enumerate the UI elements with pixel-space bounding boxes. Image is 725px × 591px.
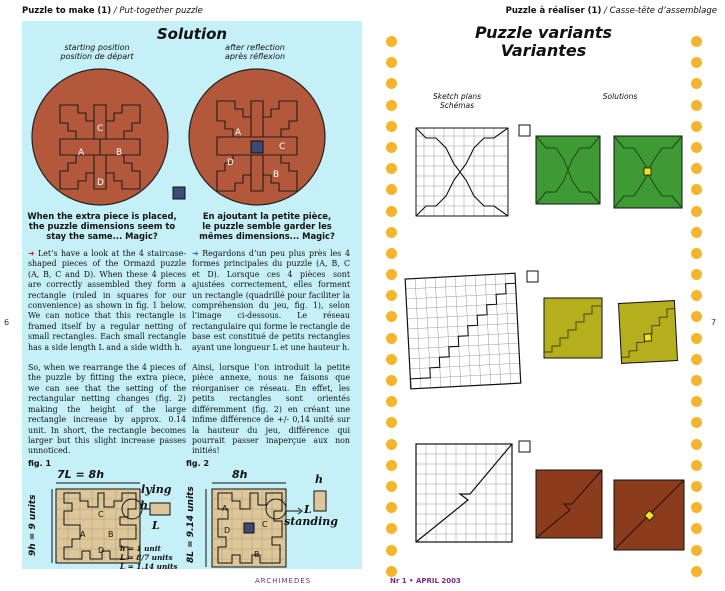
- svg-text:A: A: [80, 530, 86, 539]
- solution-green-2: [612, 134, 686, 212]
- sketch-square-1: [518, 124, 532, 138]
- orange-dot: [691, 142, 702, 153]
- fig2-standing: standing: [284, 515, 338, 528]
- orange-dot: [691, 439, 702, 450]
- orange-dot: [386, 248, 397, 259]
- extra-piece: [172, 186, 186, 200]
- orange-dot: [386, 333, 397, 344]
- variants-title-line1: Puzzle variants: [474, 23, 613, 42]
- letter-b-1: B: [116, 148, 123, 158]
- orange-dot: [691, 523, 702, 534]
- fig2-h: h: [315, 473, 323, 486]
- orange-dot: [691, 545, 702, 556]
- orange-dot: [691, 57, 702, 68]
- caption-start-fr: position de départ: [60, 52, 134, 61]
- svg-text:A: A: [222, 504, 228, 513]
- orange-dot: [386, 396, 397, 407]
- solution-olive-1: [542, 296, 606, 362]
- letter-c-2: C: [279, 142, 286, 152]
- orange-dot: [691, 36, 702, 47]
- caption-after-fr: après réflexion: [224, 52, 286, 61]
- fig2-L: L: [304, 503, 312, 516]
- orange-dot: [691, 502, 702, 513]
- sketch-header-en: Sketch plans: [432, 92, 482, 101]
- letter-d-2: D: [227, 158, 234, 168]
- orange-dot: [691, 566, 702, 577]
- orange-dot: [386, 545, 397, 556]
- sketch-header: [422, 92, 492, 110]
- svg-text:C: C: [98, 510, 104, 519]
- orange-dot: [691, 227, 702, 238]
- header-title-right: Puzzle à réaliser (1): [505, 6, 602, 16]
- orange-dot: [386, 206, 397, 217]
- orange-dot: [691, 290, 702, 301]
- left-dot-column: [386, 36, 400, 587]
- orange-dot: [386, 439, 397, 450]
- orange-dot: [386, 375, 397, 386]
- footer-right: Nr 1 • APRIL 2003: [390, 577, 461, 585]
- fig1-L: L: [152, 519, 160, 532]
- orange-dot: [386, 163, 397, 174]
- question-en: [22, 211, 182, 241]
- orange-dot: [386, 184, 397, 195]
- question-fr-line2: le puzzle semble garder les: [202, 221, 332, 231]
- solution-brown-2: [612, 478, 688, 554]
- left-page-header: [22, 6, 203, 16]
- sketch-header-fr: Schémas: [439, 101, 475, 110]
- caption-start: [32, 43, 162, 61]
- question-fr-line1: En ajoutant la petite pièce,: [202, 211, 332, 221]
- header-subtitle-right: / Casse-tête d’assemblage: [601, 6, 717, 16]
- letter-b-2: B: [273, 170, 280, 180]
- orange-dot: [691, 184, 702, 195]
- orange-dot: [386, 417, 397, 428]
- sketch-square-2: [526, 270, 540, 284]
- red-arrow-icon: ➜: [28, 249, 35, 258]
- page-number-left: 6: [4, 318, 10, 327]
- legend-line2: L = 8/7 units: [120, 553, 173, 562]
- orange-dot: [386, 78, 397, 89]
- solution-title: Solution: [156, 25, 228, 43]
- page-number-right: 7: [711, 318, 717, 327]
- orange-dot: [691, 417, 702, 428]
- fig1-legend: [120, 544, 178, 571]
- orange-dot: [386, 290, 397, 301]
- letter-a-1: A: [78, 148, 85, 158]
- orange-dot: [386, 311, 397, 322]
- question-en-line2: the puzzle dimensions seem to: [28, 221, 176, 231]
- orange-dot: [386, 460, 397, 471]
- orange-dot: [691, 78, 702, 89]
- solution-brown-1: [534, 468, 606, 542]
- solution-olive-2: [616, 298, 682, 368]
- text-fr-p2: Ainsi, lorsque l’on introduit la petite pièce annexe, nous ne faisons que réorganiser ce réseau. En effet, les petits rectangles sont orientés différemment (fig. 2) en créant une infime différence de +/- 0,14 unité sur la hauteur du jeu, différence qui pourrait passer inaperçue aux non initiés!: [192, 363, 350, 456]
- svg-text:D: D: [98, 546, 105, 555]
- orange-dot: [691, 481, 702, 492]
- disc-after-reflection: [187, 65, 327, 210]
- sketch-square-3: [518, 440, 532, 454]
- orange-dot: [691, 206, 702, 217]
- fig1-height-label: 9h = 9 units: [28, 494, 38, 556]
- variants-title: [362, 24, 725, 60]
- orange-dot: [386, 523, 397, 534]
- right-page-header: [506, 6, 717, 16]
- orange-dot: [386, 100, 397, 111]
- letter-c-1: C: [97, 124, 104, 134]
- orange-dot: [386, 142, 397, 153]
- text-column-en: [28, 249, 186, 467]
- question-fr-line3: mêmes dimensions... Magic?: [199, 231, 335, 241]
- solution-panel: [22, 21, 362, 569]
- fig2-small-rect: [308, 485, 332, 515]
- question-en-line1: When the extra piece is placed,: [27, 211, 177, 221]
- fig1-lying: lying: [141, 483, 172, 496]
- fig2-height-label: 8L = 9.14 units: [186, 486, 196, 563]
- orange-dot: [386, 36, 397, 47]
- orange-dot: [691, 460, 702, 471]
- svg-text:B: B: [254, 550, 260, 559]
- letter-d-1: D: [97, 178, 104, 188]
- orange-dot: [691, 163, 702, 174]
- text-fr-p1: Regardons d’un peu plus près les 4 formes principales du puzzle (A, B, C et D). Lorsque ces 4 pièces sont ajustées correctement, elles forment un rectangle (quadrillé pour faciliter la compréhension du jeu, fig. 1), selon l’image ci-dessous. Le réseau rectangulaire qui forme le rectangle de base est constitué de petits rectangles ayant une longueur L et une hauteur h.: [192, 249, 350, 352]
- blue-arrow-icon: ➜: [192, 249, 199, 258]
- letter-a-2: A: [235, 128, 242, 138]
- orange-dot: [386, 566, 397, 577]
- orange-dot: [691, 121, 702, 132]
- sketch-plan-2: [400, 268, 530, 398]
- fig1-h: h: [140, 499, 148, 512]
- legend-line1: h = 1 unit: [120, 544, 161, 553]
- question-fr: [187, 211, 347, 241]
- fig1-small-rect: [148, 499, 174, 519]
- right-dot-column: [691, 36, 705, 587]
- caption-after: [190, 43, 320, 61]
- fig1-width-label: 7L = 8h: [57, 468, 105, 481]
- svg-text:C: C: [262, 520, 268, 529]
- text-en-p2: So, when we rearrange the 4 pieces of the puzzle by fitting the extra piece, we can see that the setting of the rectangular netting changes (fig. 2) making the height of the large rectangle increase by approx. 0.14 unit. In short, the rectangle becomes larger but this slight increase passes unnoticed.: [28, 363, 186, 456]
- svg-text:B: B: [108, 530, 114, 539]
- orange-dot: [691, 100, 702, 111]
- fig2-label: fig. 2: [186, 459, 210, 468]
- footer-left: ARCHIMEDES: [255, 577, 312, 585]
- left-page: [0, 0, 362, 591]
- fig2-width-label: 8h: [232, 468, 248, 481]
- orange-dot: [386, 502, 397, 513]
- legend-line3: L = 1.14 units: [120, 562, 178, 571]
- header-title: Puzzle to make (1): [22, 6, 112, 16]
- orange-dot: [691, 375, 702, 386]
- orange-dot: [386, 121, 397, 132]
- orange-dot: [386, 481, 397, 492]
- disc-starting-position: [30, 65, 170, 210]
- orange-dot: [691, 311, 702, 322]
- variants-title-line2: Variantes: [500, 41, 587, 60]
- orange-dot: [386, 354, 397, 365]
- orange-dot: [691, 354, 702, 365]
- caption-after-en: after reflection: [225, 43, 285, 52]
- orange-dot: [691, 396, 702, 407]
- orange-dot: [386, 227, 397, 238]
- text-en-p1: Let’s have a look at the 4 staircase-shaped pieces of the Ormazd puzzle (A, B, C and D). When these 4 pieces are correctly assembled they form a rectangle (ruled in squares for our convenience) as shown in fig. 1 below. We can notice that this rectangle is framed itself by a regular netting of small rectangles. Each small rectangle has a side length L and a side width h.: [28, 249, 187, 352]
- sketch-plan-1: [412, 124, 520, 224]
- svg-text:D: D: [224, 526, 231, 535]
- orange-dot: [386, 57, 397, 68]
- question-en-line3: stay the same... Magic?: [46, 231, 158, 241]
- orange-dot: [691, 269, 702, 280]
- header-subtitle: / Put-together puzzle: [111, 6, 203, 16]
- solutions-header: Solutions: [602, 92, 638, 101]
- orange-dot: [386, 269, 397, 280]
- solution-green-1: [534, 134, 604, 208]
- sketch-plan-3: [412, 440, 522, 548]
- orange-dot: [691, 333, 702, 344]
- right-page: [362, 0, 725, 591]
- orange-dot: [691, 248, 702, 259]
- text-column-fr: [192, 249, 350, 467]
- fig1-label: fig. 1: [28, 459, 52, 468]
- caption-start-en: starting position: [64, 43, 130, 52]
